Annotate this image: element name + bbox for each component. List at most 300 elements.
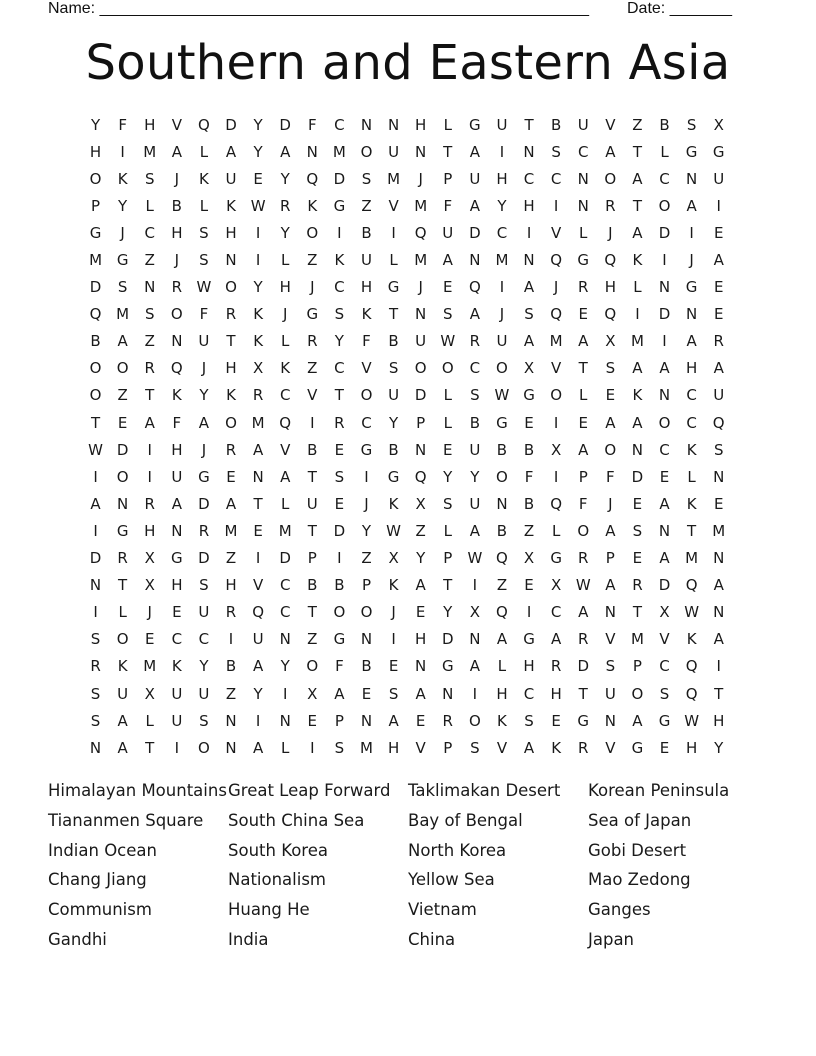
- grid-letter: W: [684, 603, 700, 622]
- grid-letter: I: [553, 413, 559, 432]
- grid-letter: A: [632, 223, 643, 242]
- grid-letter: A: [632, 169, 643, 188]
- grid-letter: E: [226, 467, 236, 486]
- grid-letter: U: [496, 115, 508, 134]
- grid-letter: E: [253, 169, 263, 188]
- grid-letter: H: [89, 142, 102, 161]
- grid-letter: J: [310, 278, 315, 297]
- grid-letter: U: [171, 711, 183, 730]
- grid-letter: E: [632, 494, 643, 513]
- grid-letter: O: [631, 684, 644, 703]
- grid-letter: I: [553, 196, 559, 215]
- grid-letter: I: [662, 332, 667, 351]
- word-bank-item: Korean Peninsula: [588, 781, 730, 800]
- grid-letter: M: [630, 332, 644, 351]
- grid-letter: A: [252, 657, 264, 676]
- grid-letter: U: [198, 684, 210, 703]
- grid-letter: H: [171, 576, 183, 595]
- grid-letter: O: [496, 467, 508, 486]
- grid-letter: A: [659, 494, 670, 513]
- grid-letter: J: [418, 169, 423, 188]
- grid-letter: D: [89, 549, 102, 568]
- grid-letter: P: [443, 169, 453, 188]
- grid-letter: D: [441, 630, 454, 649]
- grid-letter: L: [199, 142, 209, 161]
- word-bank-item: Communism: [48, 900, 152, 920]
- grid-letter: S: [199, 223, 209, 242]
- grid-letter: D: [225, 115, 237, 134]
- grid-letter: H: [225, 359, 237, 378]
- grid-letter: G: [171, 549, 183, 568]
- grid-letter: F: [443, 196, 453, 215]
- grid-letter: N: [306, 142, 318, 161]
- grid-letter: O: [89, 169, 102, 188]
- grid-letter: B: [496, 440, 508, 459]
- grid-letter: A: [713, 576, 724, 595]
- grid-letter: C: [334, 278, 345, 297]
- grid-letter: R: [252, 386, 264, 405]
- grid-letter: O: [116, 359, 129, 378]
- grid-letter: F: [578, 494, 588, 513]
- grid-letter: I: [716, 657, 721, 676]
- grid-letter: E: [713, 278, 724, 297]
- grid-letter: R: [605, 196, 616, 215]
- grid-letter: N: [415, 657, 427, 676]
- letter-grid: [82, 111, 732, 761]
- grid-letter: K: [361, 305, 372, 324]
- grid-letter: A: [605, 521, 616, 540]
- grid-letter: A: [198, 413, 210, 432]
- grid-letter: A: [171, 142, 182, 161]
- grid-letter: A: [496, 630, 508, 649]
- grid-letter: B: [307, 576, 318, 595]
- grid-letter: O: [604, 169, 617, 188]
- grid-letter: S: [90, 684, 101, 703]
- grid-letter: I: [472, 576, 478, 595]
- grid-letter: S: [524, 305, 534, 324]
- grid-letter: J: [608, 223, 613, 242]
- grid-letter: F: [362, 332, 371, 351]
- grid-letter: X: [144, 684, 155, 703]
- grid-letter: N: [577, 196, 589, 215]
- grid-letter: A: [469, 521, 480, 540]
- grid-letter: H: [279, 278, 291, 297]
- grid-letter: M: [143, 142, 157, 161]
- grid-letter: N: [171, 521, 183, 540]
- word-bank-item: South Korea: [228, 840, 328, 860]
- grid-letter: P: [632, 657, 642, 676]
- grid-letter: Q: [496, 603, 508, 622]
- grid-letter: J: [147, 603, 152, 622]
- grid-letter: A: [632, 413, 643, 432]
- grid-letter: C: [334, 115, 345, 134]
- grid-letter: N: [279, 711, 291, 730]
- grid-letter: I: [93, 521, 98, 540]
- grid-letter: E: [334, 494, 345, 513]
- grid-letter: G: [387, 278, 400, 297]
- grid-letter: A: [659, 549, 670, 568]
- grid-letter: N: [685, 169, 698, 188]
- grid-letter: S: [144, 169, 155, 188]
- grid-letter: O: [360, 142, 373, 161]
- grid-letter: R: [334, 413, 345, 432]
- grid-letter: G: [658, 711, 671, 730]
- grid-letter: A: [388, 711, 399, 730]
- grid-letter: T: [253, 494, 263, 513]
- grid-letter: L: [660, 142, 669, 161]
- grid-letter: Y: [118, 196, 128, 215]
- grid-letter: M: [143, 657, 157, 676]
- grid-letter: H: [415, 115, 427, 134]
- grid-letter: O: [658, 196, 671, 215]
- grid-letter: X: [252, 359, 264, 378]
- grid-letter: K: [632, 386, 643, 405]
- grid-letter: U: [198, 603, 210, 622]
- grid-letter: N: [523, 251, 535, 270]
- grid-letter: J: [391, 603, 396, 622]
- grid-letter: L: [687, 467, 696, 486]
- grid-letter: E: [659, 467, 670, 486]
- grid-letter: B: [307, 440, 318, 459]
- grid-letter: W: [440, 332, 456, 351]
- grid-letter: N: [89, 576, 102, 595]
- grid-letter: B: [361, 223, 372, 242]
- grid-letter: L: [199, 196, 209, 215]
- grid-letter: Z: [307, 359, 318, 378]
- grid-letter: B: [523, 494, 535, 513]
- grid-letter: L: [281, 332, 290, 351]
- grid-letter: F: [606, 467, 615, 486]
- grid-letter: V: [307, 386, 318, 405]
- grid-letter: V: [605, 115, 616, 134]
- word-bank-item: Himalayan Mountains: [48, 781, 227, 800]
- grid-letter: R: [279, 196, 291, 215]
- grid-letter: U: [360, 251, 372, 270]
- grid-letter: B: [388, 440, 399, 459]
- grid-letter: D: [333, 169, 346, 188]
- grid-letter: Z: [307, 251, 318, 270]
- grid-letter: N: [658, 386, 671, 405]
- grid-letter: R: [198, 521, 210, 540]
- grid-letter: A: [225, 142, 237, 161]
- grid-letter: I: [255, 251, 261, 270]
- grid-letter: C: [550, 169, 562, 188]
- grid-letter: A: [90, 494, 101, 513]
- page-title: Southern and Eastern Asia: [85, 35, 731, 91]
- grid-letter: O: [225, 413, 237, 432]
- grid-letter: K: [388, 494, 399, 513]
- grid-letter: I: [255, 711, 261, 730]
- grid-letter: S: [470, 386, 480, 405]
- grid-letter: J: [174, 251, 180, 270]
- grid-letter: E: [415, 711, 426, 730]
- grid-letter: C: [523, 169, 535, 188]
- grid-letter: T: [714, 684, 724, 703]
- grid-letter: Z: [632, 115, 643, 134]
- grid-letter: Q: [685, 576, 698, 595]
- grid-letter: I: [174, 738, 180, 757]
- grid-letter: M: [251, 413, 265, 432]
- grid-letter: S: [334, 738, 345, 757]
- grid-letter: G: [387, 467, 400, 486]
- header-line: [48, 0, 748, 20]
- grid-letter: S: [388, 359, 399, 378]
- grid-letter: I: [526, 603, 532, 622]
- grid-letter: A: [117, 332, 128, 351]
- grid-letter: K: [686, 630, 697, 649]
- grid-letter: K: [388, 576, 399, 595]
- grid-letter: S: [659, 684, 670, 703]
- grid-letter: Q: [170, 359, 183, 378]
- grid-letter: D: [333, 521, 346, 540]
- grid-letter: I: [472, 684, 478, 703]
- word-bank-item: Tiananmen Square: [48, 810, 204, 830]
- grid-letter: D: [279, 549, 291, 568]
- grid-letter: E: [172, 603, 182, 622]
- grid-letter: C: [279, 576, 291, 595]
- grid-letter: L: [145, 711, 154, 730]
- word-bank-item: Sea of Japan: [588, 810, 692, 830]
- grid-letter: N: [279, 630, 291, 649]
- grid-letter: R: [144, 494, 155, 513]
- grid-letter: R: [117, 549, 128, 568]
- grid-letter: E: [443, 440, 453, 459]
- grid-letter: E: [632, 549, 643, 568]
- grid-letter: N: [496, 494, 508, 513]
- grid-letter: R: [578, 630, 589, 649]
- grid-letter: I: [228, 630, 234, 649]
- grid-letter: N: [631, 440, 644, 459]
- grid-letter: U: [469, 440, 481, 459]
- grid-letter: L: [118, 603, 127, 622]
- grid-letter: O: [550, 386, 563, 405]
- grid-letter: J: [499, 305, 505, 324]
- grid-letter: H: [685, 359, 698, 378]
- grid-letter: R: [225, 603, 237, 622]
- grid-letter: K: [226, 386, 236, 405]
- word-bank-item: Nationalism: [228, 870, 327, 890]
- grid-letter: B: [171, 196, 182, 215]
- grid-letter: V: [659, 630, 670, 649]
- grid-letter: Z: [496, 576, 508, 595]
- grid-letter: Q: [496, 549, 508, 568]
- grid-letter: D: [279, 115, 291, 134]
- grid-letter: Q: [198, 115, 210, 134]
- grid-letter: Y: [334, 332, 344, 351]
- grid-letter: M: [549, 332, 563, 351]
- grid-letter: T: [334, 386, 344, 405]
- grid-letter: L: [281, 738, 290, 757]
- word-bank-item: Great Leap Forward: [228, 781, 391, 800]
- grid-letter: E: [713, 494, 724, 513]
- grid-letter: U: [117, 684, 129, 703]
- grid-letter: T: [632, 196, 642, 215]
- grid-letter: G: [198, 467, 210, 486]
- grid-letter: C: [171, 630, 183, 649]
- word-bank: [48, 776, 768, 955]
- grid-letter: Y: [90, 115, 101, 134]
- grid-letter: Q: [685, 684, 698, 703]
- grid-letter: J: [201, 359, 207, 378]
- grid-letter: I: [93, 467, 98, 486]
- grid-letter: I: [147, 467, 152, 486]
- grid-letter: A: [469, 142, 480, 161]
- grid-letter: N: [685, 305, 698, 324]
- grid-letter: L: [579, 223, 588, 242]
- grid-letter: T: [307, 603, 317, 622]
- grid-letter: S: [524, 711, 534, 730]
- grid-letter: Y: [199, 657, 209, 676]
- grid-letter: V: [605, 630, 616, 649]
- word-bank-item: Gandhi: [48, 929, 107, 949]
- grid-letter: A: [605, 576, 616, 595]
- grid-letter: S: [605, 657, 616, 676]
- grid-letter: R: [469, 332, 481, 351]
- grid-letter: L: [145, 196, 154, 215]
- date-field-label[interactable]: Date: _______: [627, 0, 732, 17]
- name-field-label[interactable]: Name: _______________________________________________________: [48, 0, 589, 17]
- grid-letter: K: [686, 494, 697, 513]
- grid-letter: T: [388, 305, 399, 324]
- grid-letter: L: [443, 115, 452, 134]
- grid-letter: K: [307, 196, 318, 215]
- grid-letter: Z: [144, 251, 155, 270]
- grid-letter: T: [145, 738, 155, 757]
- grid-letter: U: [469, 494, 481, 513]
- grid-letter: D: [89, 278, 102, 297]
- grid-letter: K: [199, 169, 209, 188]
- grid-letter: Q: [89, 305, 102, 324]
- grid-letter: N: [658, 278, 671, 297]
- grid-letter: L: [443, 521, 452, 540]
- grid-letter: J: [418, 278, 423, 297]
- grid-letter: C: [550, 603, 562, 622]
- word-bank-item: Yellow Sea: [408, 870, 495, 890]
- grid-letter: J: [608, 494, 613, 513]
- grid-letter: Y: [361, 521, 372, 540]
- grid-letter: B: [550, 115, 562, 134]
- grid-letter: A: [280, 467, 291, 486]
- grid-letter: O: [360, 603, 373, 622]
- grid-letter: C: [659, 657, 670, 676]
- grid-letter: U: [604, 684, 616, 703]
- grid-letter: X: [469, 603, 480, 622]
- grid-letter: S: [117, 278, 128, 297]
- word-bank-item: Bay of Bengal: [408, 810, 523, 830]
- grid-letter: Q: [414, 467, 427, 486]
- grid-letter: E: [524, 413, 534, 432]
- grid-letter: J: [174, 169, 180, 188]
- grid-letter: E: [605, 386, 616, 405]
- grid-letter: A: [551, 630, 562, 649]
- grid-letter: O: [577, 521, 590, 540]
- grid-letter: N: [604, 603, 616, 622]
- grid-letter: C: [469, 359, 481, 378]
- grid-letter: Y: [199, 386, 209, 405]
- grid-letter: S: [144, 305, 155, 324]
- grid-letter: U: [306, 494, 318, 513]
- grid-letter: O: [333, 603, 346, 622]
- grid-letter: Q: [550, 494, 563, 513]
- grid-letter: X: [713, 115, 724, 134]
- grid-letter: F: [524, 467, 534, 486]
- grid-letter: S: [713, 440, 724, 459]
- grid-letter: A: [252, 738, 264, 757]
- grid-letter: Z: [415, 521, 426, 540]
- grid-letter: D: [198, 549, 210, 568]
- grid-letter: N: [415, 440, 427, 459]
- grid-letter: A: [713, 630, 724, 649]
- grid-letter: Z: [361, 549, 372, 568]
- grid-letter: A: [469, 305, 480, 324]
- grid-letter: S: [470, 738, 480, 757]
- grid-letter: O: [441, 359, 454, 378]
- grid-letter: S: [334, 467, 345, 486]
- grid-letter: A: [469, 196, 480, 215]
- grid-letter: S: [361, 169, 372, 188]
- grid-letter: I: [391, 630, 396, 649]
- grid-letter: F: [118, 115, 127, 134]
- grid-letter: L: [443, 386, 452, 405]
- grid-letter: Z: [523, 521, 535, 540]
- grid-letter: Y: [253, 115, 263, 134]
- grid-letter: X: [659, 603, 670, 622]
- grid-letter: H: [144, 115, 156, 134]
- grid-letter: X: [388, 549, 399, 568]
- grid-letter: N: [360, 115, 373, 134]
- grid-letter: I: [255, 549, 261, 568]
- grid-letter: H: [225, 576, 237, 595]
- grid-letter: L: [281, 251, 290, 270]
- grid-letter: P: [361, 576, 371, 595]
- grid-letter: H: [387, 738, 400, 757]
- grid-letter: Q: [685, 657, 698, 676]
- grid-letter: M: [414, 251, 428, 270]
- grid-letter: O: [306, 223, 319, 242]
- grid-letter: D: [631, 467, 644, 486]
- grid-letter: I: [499, 278, 505, 297]
- grid-letter: N: [604, 711, 616, 730]
- grid-letter: O: [116, 630, 129, 649]
- grid-letter: K: [171, 386, 182, 405]
- grid-letter: K: [551, 738, 562, 757]
- grid-letter: K: [497, 711, 507, 730]
- grid-letter: G: [441, 657, 454, 676]
- grid-letter: X: [415, 494, 426, 513]
- grid-letter: R: [550, 657, 562, 676]
- grid-letter: U: [388, 142, 400, 161]
- grid-letter: R: [225, 440, 237, 459]
- grid-letter: N: [713, 549, 725, 568]
- grid-letter: N: [252, 467, 264, 486]
- grid-letter: A: [523, 332, 535, 351]
- grid-letter: R: [713, 332, 724, 351]
- grid-letter: Y: [280, 169, 290, 188]
- grid-letter: A: [252, 440, 264, 459]
- grid-letter: P: [307, 549, 317, 568]
- grid-letter: I: [364, 467, 369, 486]
- grid-letter: G: [523, 386, 535, 405]
- grid-letter: E: [551, 711, 561, 730]
- grid-letter: A: [415, 576, 426, 595]
- grid-letter: X: [523, 359, 535, 378]
- grid-letter: M: [278, 521, 292, 540]
- grid-letter: N: [469, 251, 481, 270]
- grid-letter: D: [658, 223, 671, 242]
- grid-letter: U: [388, 386, 400, 405]
- grid-letter: N: [442, 684, 454, 703]
- word-bank-item: Gobi Desert: [588, 840, 687, 860]
